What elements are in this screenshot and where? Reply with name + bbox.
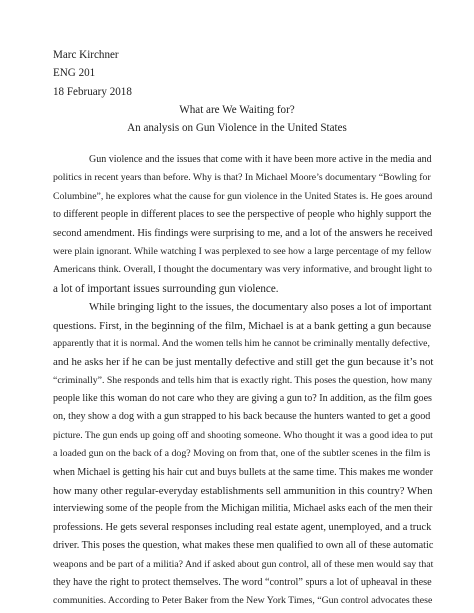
document-date: 18 February 2018	[53, 85, 132, 98]
paragraph-1	[53, 151, 433, 298]
text-line: apparently that it is normal. And the women tells him he cannot be criminally mentally defective,	[53, 337, 430, 349]
text-line: to different people in different places to see the perspective of people who highly support the	[53, 209, 432, 221]
text-line: “criminally”. She responds and tells him that is exactly right. This poses the question, how many	[53, 374, 433, 386]
text-line: how many other regular-everyday establishments sell ammunition in this country? When	[53, 485, 433, 498]
text-line: While bringing light to the issues, the documentary also poses a lot of important	[89, 301, 432, 314]
text-line: when Michael is getting his hair cut and buys bullets at the same time. This makes me wonder	[53, 466, 433, 478]
text-line: communities. According to Peter Baker from the New York Times, “Gun control advocates these	[53, 595, 433, 607]
text-line: professions. He gets several responses including real estate agent, unemployed, and a truck	[53, 521, 432, 533]
text-line: Americans think. Overall, I thought the documentary was very informative, and brought light to	[53, 264, 432, 276]
text-line: picture. The gun ends up going off and shooting someone. Who thought it was a good idea to put	[53, 429, 433, 441]
document-header	[53, 46, 132, 101]
text-line: and he asks her if he can be just mentally defective and still get the gun because it’s not	[53, 356, 434, 369]
paragraph-2	[53, 298, 433, 611]
text-line: a loaded gun on the back of a dog? Moving on from that, one of the subtler scenes in the film is	[53, 448, 431, 460]
text-line: on, they show a dog with a gun strapped to his back because the hunters wanted to get a good	[53, 411, 431, 423]
text-line: second amendment. His findings were surprising to me, and a lot of the answers he received	[53, 227, 433, 239]
text-line: politics in recent years than before. Why is that? In Michael Moore’s documentary “Bowling for	[53, 172, 431, 184]
document-body	[53, 151, 433, 611]
text-line: questions. First, in the beginning of the film, Michael is at a bank getting a gun because	[53, 319, 432, 332]
document-title: What are We Waiting for?	[179, 104, 295, 116]
course-code: ENG 201	[53, 67, 96, 80]
text-line: weapons and be part of a militia? And if asked about gun control, all of these men would say that	[53, 558, 434, 570]
text-line: were plain ignorant. While watching I was perplexed to see how a large percentage of my fellow	[53, 245, 432, 257]
document-subtitle: An analysis on Gun Violence in the United States	[127, 122, 347, 134]
text-line: Columbine”, he explores what the cause for gun violence in the United States is. He goes around	[53, 190, 433, 202]
text-line: people like this woman do not care who they are giving a gun to? In addition, as the film goes	[53, 393, 432, 405]
text-line: they have the right to protect themselves. The word “control” spurs a lot of upheaval in these	[53, 576, 432, 588]
text-line: Gun violence and the issues that come with it have been more active in the media and	[89, 154, 432, 165]
text-line: interviewing some of the people from the Michigan militia, Michael asks each of the men their	[53, 503, 433, 515]
text-line: a lot of important issues surrounding gun violence.	[53, 282, 279, 295]
author-name: Marc Kirchner	[53, 49, 119, 61]
text-line: driver. This poses the question, what makes these men qualified to own all of these automatic	[53, 540, 434, 552]
